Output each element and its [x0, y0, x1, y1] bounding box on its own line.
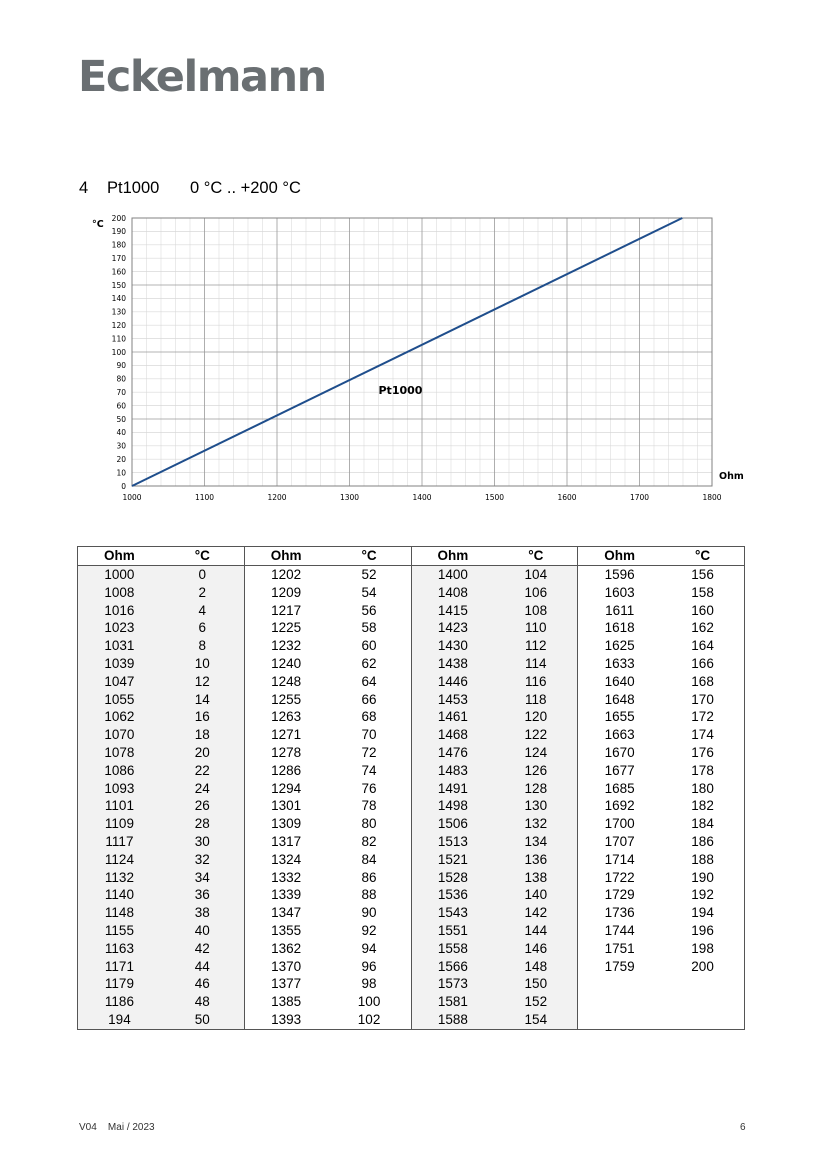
cell-celsius: 160 [691, 602, 714, 618]
cell-ohm: 1670 [578, 744, 661, 762]
cell-celsius: 198 [691, 940, 714, 956]
cell-celsius: 182 [691, 798, 714, 814]
cell-celsius: 174 [691, 727, 714, 743]
cell-ohm: 1700 [578, 815, 661, 833]
cell-celsius: 74 [361, 762, 377, 778]
y-tick-label: 130 [111, 307, 126, 317]
cell-celsius: 24 [161, 780, 244, 798]
table-row [78, 869, 745, 887]
cell-celsius: 142 [494, 904, 577, 922]
x-tick-label: 1100 [194, 493, 215, 502]
y-tick-label: 120 [111, 321, 126, 330]
cell-celsius: 46 [161, 975, 244, 993]
y-tick-label: 200 [111, 213, 126, 223]
footer-date: Mai / 2023 [107, 1122, 155, 1133]
section-range: 0 °C .. +200 °C [190, 179, 301, 197]
cell-celsius: 190 [691, 869, 714, 885]
cell-ohm: 1618 [578, 619, 661, 637]
cell-celsius: 144 [494, 922, 577, 940]
cell-ohm: 1039 [78, 655, 161, 673]
cell-ohm: 1483 [411, 762, 494, 780]
y-tick-label: 30 [116, 441, 126, 451]
cell-ohm: 1186 [78, 993, 161, 1011]
section-sensor: Pt1000 [107, 179, 160, 197]
cell-celsius: 58 [361, 620, 377, 636]
table-row [78, 637, 745, 655]
cell-ohm: 1393 [244, 1011, 327, 1029]
header-celsius: °C [161, 547, 244, 566]
cell-celsius: 186 [691, 833, 714, 849]
cell-celsius: 112 [494, 637, 577, 655]
cell-ohm: 1736 [578, 904, 661, 922]
cell-celsius: 84 [361, 851, 377, 867]
cell-celsius: 110 [494, 619, 577, 637]
cell-celsius: 34 [161, 869, 244, 887]
table-row [78, 708, 745, 726]
cell-celsius: 118 [494, 691, 577, 709]
cell-ohm: 1400 [411, 566, 494, 584]
cell-ohm: 1362 [244, 940, 327, 958]
cell-celsius: 64 [361, 673, 377, 689]
cell-ohm: 1648 [578, 691, 661, 709]
cell-ohm: 1016 [78, 602, 161, 620]
cell-ohm: 1047 [78, 673, 161, 691]
cell-ohm: 1588 [411, 1011, 494, 1029]
cell-celsius: 2 [161, 584, 244, 602]
cell-ohm: 1751 [578, 940, 661, 958]
table-row [78, 744, 745, 762]
table-row [78, 1011, 745, 1029]
x-tick-label: 1800 [702, 493, 722, 502]
cell-celsius: 8 [161, 637, 244, 655]
table-row [78, 780, 745, 798]
cell-ohm: 1468 [411, 726, 494, 744]
y-tick-label: 20 [116, 455, 126, 464]
cell-celsius: 54 [361, 584, 377, 600]
cell-celsius: 72 [361, 744, 377, 760]
cell-celsius: 94 [361, 940, 377, 956]
pt1000-chart [0, 0, 827, 520]
y-tick-label: 150 [111, 280, 126, 290]
cell-celsius: 114 [494, 655, 577, 673]
cell-ohm: 1240 [244, 655, 327, 673]
header-celsius: °C [494, 547, 577, 566]
table-header-row [78, 547, 745, 566]
footer-version-date [79, 1122, 155, 1133]
x-tick-label: 1200 [267, 493, 287, 502]
cell-ohm: 1155 [78, 922, 161, 940]
cell-celsius: 130 [494, 797, 577, 815]
cell-ohm: 1461 [411, 708, 494, 726]
cell-ohm: 1633 [578, 655, 661, 673]
cell-celsius: 128 [494, 780, 577, 798]
cell-celsius: 140 [494, 886, 577, 904]
table-row [78, 655, 745, 673]
table-row [78, 584, 745, 602]
cell-ohm: 1640 [578, 673, 661, 691]
cell-celsius: 14 [161, 691, 244, 709]
cell-celsius: 136 [494, 851, 577, 869]
cell-celsius: 132 [494, 815, 577, 833]
cell-ohm: 1008 [78, 584, 161, 602]
cell-celsius: 88 [361, 887, 377, 903]
cell-celsius: 188 [691, 851, 714, 867]
cell-celsius: 108 [494, 602, 577, 620]
cell-celsius: 106 [494, 584, 577, 602]
section-number: 4 [79, 179, 89, 197]
cell-celsius: 26 [161, 797, 244, 815]
cell-ohm: 1217 [244, 602, 327, 620]
cell-ohm: 1551 [411, 922, 494, 940]
y-tick-label: 40 [116, 428, 126, 438]
cell-ohm: 1603 [578, 584, 661, 602]
cell-celsius: 66 [361, 691, 377, 707]
cell-celsius: 92 [361, 922, 377, 938]
cell-ohm: 1685 [578, 780, 661, 798]
header-ohm: Ohm [411, 547, 494, 566]
table-row [78, 833, 745, 851]
table-row [78, 797, 745, 815]
cell-ohm: 1476 [411, 744, 494, 762]
cell-ohm: 1255 [244, 691, 327, 709]
cell-ohm: 1124 [78, 851, 161, 869]
cell-ohm: 1309 [244, 815, 327, 833]
cell-ohm: 1109 [78, 815, 161, 833]
cell-ohm: 1566 [411, 958, 494, 976]
cell-celsius: 172 [691, 709, 714, 725]
y-tick-label: 80 [116, 374, 126, 384]
series-annotation: Pt1000 [378, 384, 423, 398]
header-celsius: °C [328, 547, 411, 566]
header-ohm: Ohm [244, 547, 327, 566]
cell-ohm: 1536 [411, 886, 494, 904]
cell-ohm: 1093 [78, 780, 161, 798]
cell-ohm: 1000 [78, 566, 161, 584]
y-tick-label: 60 [116, 401, 126, 411]
cell-ohm: 1453 [411, 691, 494, 709]
cell-ohm: 1692 [578, 797, 661, 815]
y-tick-label: 160 [111, 267, 126, 277]
cell-ohm: 1232 [244, 637, 327, 655]
resistance-table [77, 546, 745, 1030]
y-tick-label: 110 [111, 334, 126, 344]
cell-celsius: 196 [691, 922, 714, 938]
cell-celsius: 40 [161, 922, 244, 940]
cell-ohm: 1324 [244, 851, 327, 869]
cell-celsius [661, 993, 744, 1011]
cell-ohm: 1301 [244, 797, 327, 815]
cell-ohm: 1101 [78, 797, 161, 815]
cell-ohm: 1062 [78, 708, 161, 726]
y-tick-label: 0 [121, 481, 126, 491]
header-ohm: Ohm [78, 547, 161, 566]
cell-celsius: 120 [494, 708, 577, 726]
cell-ohm: 1225 [244, 619, 327, 637]
cell-ohm: 1759 [578, 958, 661, 976]
x-tick-label: 1300 [339, 493, 360, 502]
cell-ohm: 1596 [578, 566, 661, 584]
cell-celsius: 50 [161, 1011, 244, 1029]
cell-celsius: 36 [161, 886, 244, 904]
cell-celsius: 12 [161, 673, 244, 691]
cell-celsius: 102 [357, 1011, 381, 1027]
cell-celsius: 10 [161, 655, 244, 673]
y-tick-label: 180 [111, 240, 126, 250]
cell-celsius: 20 [161, 744, 244, 762]
cell-celsius: 116 [494, 673, 577, 691]
cell-celsius: 22 [161, 762, 244, 780]
cell-ohm: 1498 [411, 797, 494, 815]
y-tick-label: 50 [116, 414, 126, 424]
cell-ohm [578, 975, 661, 993]
cell-celsius: 76 [361, 780, 377, 796]
cell-celsius: 96 [361, 958, 377, 974]
cell-celsius: 180 [691, 780, 714, 796]
cell-celsius: 60 [361, 638, 377, 654]
cell-ohm: 1491 [411, 780, 494, 798]
cell-celsius: 18 [161, 726, 244, 744]
cell-celsius: 98 [361, 976, 377, 992]
cell-ohm: 1332 [244, 869, 327, 887]
cell-ohm: 1023 [78, 619, 161, 637]
cell-ohm: 1271 [244, 726, 327, 744]
cell-ohm: 1385 [244, 993, 327, 1011]
cell-ohm [578, 1011, 661, 1029]
cell-celsius: 16 [161, 708, 244, 726]
header-ohm: Ohm [578, 547, 661, 566]
cell-ohm: 1209 [244, 584, 327, 602]
cell-celsius: 38 [161, 904, 244, 922]
y-tick-label: 10 [116, 468, 126, 478]
cell-celsius: 52 [361, 567, 377, 582]
cell-ohm: 1423 [411, 619, 494, 637]
x-axis-label: Ohm [719, 471, 744, 482]
y-tick-label: 170 [111, 254, 126, 263]
cell-ohm: 1278 [244, 744, 327, 762]
cell-ohm: 1286 [244, 762, 327, 780]
table-row [78, 762, 745, 780]
cell-celsius: 162 [691, 620, 714, 636]
table-row [78, 815, 745, 833]
cell-ohm: 1202 [244, 566, 327, 584]
cell-celsius: 86 [361, 869, 377, 885]
cell-ohm: 1573 [411, 975, 494, 993]
table-row [78, 886, 745, 904]
cell-celsius: 150 [494, 975, 577, 993]
cell-celsius: 170 [691, 691, 714, 707]
cell-ohm: 1370 [244, 958, 327, 976]
x-tick-label: 1000 [122, 493, 142, 502]
cell-ohm: 1055 [78, 691, 161, 709]
table-body [78, 566, 745, 1030]
x-tick-label: 1600 [557, 493, 577, 502]
cell-celsius: 194 [691, 905, 714, 921]
cell-ohm [578, 993, 661, 1011]
table-row [78, 619, 745, 637]
cell-ohm: 1294 [244, 780, 327, 798]
cell-ohm: 1339 [244, 886, 327, 904]
cell-celsius: 70 [361, 727, 377, 743]
cell-celsius: 166 [691, 655, 714, 671]
cell-ohm: 1438 [411, 655, 494, 673]
table-row [78, 726, 745, 744]
table-row [78, 940, 745, 958]
cell-ohm: 1171 [78, 958, 161, 976]
cell-celsius: 184 [691, 816, 714, 832]
table-row [78, 602, 745, 620]
table-row [78, 993, 745, 1011]
cell-celsius: 168 [691, 673, 714, 689]
cell-ohm: 1744 [578, 922, 661, 940]
cell-ohm: 1655 [578, 708, 661, 726]
cell-ohm: 1446 [411, 673, 494, 691]
cell-celsius: 30 [161, 833, 244, 851]
cell-celsius: 68 [361, 709, 377, 725]
table-row [78, 922, 745, 940]
table-row [78, 904, 745, 922]
cell-celsius: 78 [361, 798, 377, 814]
x-tick-label: 1700 [629, 493, 650, 502]
cell-celsius: 6 [161, 619, 244, 637]
cell-celsius: 152 [494, 993, 577, 1011]
table-row [78, 673, 745, 691]
table-row [78, 975, 745, 993]
cell-ohm: 1078 [78, 744, 161, 762]
cell-ohm: 1528 [411, 869, 494, 887]
cell-ohm: 1625 [578, 637, 661, 655]
cell-ohm: 1248 [244, 673, 327, 691]
cell-ohm: 1611 [578, 602, 661, 620]
cell-ohm: 1729 [578, 886, 661, 904]
cell-ohm: 1132 [78, 869, 161, 887]
y-tick-label: 140 [111, 294, 126, 304]
x-tick-label: 1500 [484, 493, 505, 502]
cell-ohm: 1117 [78, 833, 161, 851]
cell-ohm: 1148 [78, 904, 161, 922]
cell-ohm: 1722 [578, 869, 661, 887]
cell-ohm: 1521 [411, 851, 494, 869]
cell-ohm: 1086 [78, 762, 161, 780]
cell-celsius: 28 [161, 815, 244, 833]
cell-ohm: 1415 [411, 602, 494, 620]
y-tick-label: 70 [116, 388, 126, 397]
cell-celsius: 176 [691, 744, 714, 760]
cell-celsius: 146 [494, 940, 577, 958]
cell-ohm: 1317 [244, 833, 327, 851]
cell-celsius: 158 [691, 584, 714, 600]
cell-ohm: 1408 [411, 584, 494, 602]
cell-ohm: 1179 [78, 975, 161, 993]
cell-ohm: 1163 [78, 940, 161, 958]
cell-celsius: 32 [161, 851, 244, 869]
y-axis-label: °C [92, 219, 104, 230]
cell-celsius: 42 [161, 940, 244, 958]
cell-ohm: 1263 [244, 708, 327, 726]
cell-ohm: 1140 [78, 886, 161, 904]
cell-celsius: 82 [361, 833, 377, 849]
y-tick-label: 90 [116, 361, 126, 371]
cell-celsius: 56 [361, 602, 377, 618]
cell-ohm: 1377 [244, 975, 327, 993]
table-row [78, 958, 745, 976]
x-tick-label: 1400 [412, 493, 432, 502]
cell-celsius: 44 [161, 958, 244, 976]
cell-celsius: 100 [357, 994, 381, 1010]
cell-celsius: 178 [691, 762, 714, 778]
cell-celsius: 104 [494, 566, 577, 584]
cell-ohm: 1677 [578, 762, 661, 780]
cell-ohm: 194 [78, 1011, 161, 1029]
cell-ohm: 1355 [244, 922, 327, 940]
cell-ohm: 1347 [244, 904, 327, 922]
cell-celsius: 164 [691, 638, 714, 654]
header-celsius: °C [661, 547, 744, 566]
cell-celsius: 134 [494, 833, 577, 851]
page-number: 6 [740, 1122, 746, 1133]
cell-celsius: 4 [161, 602, 244, 620]
cell-ohm: 1581 [411, 993, 494, 1011]
cell-celsius: 90 [361, 905, 377, 921]
footer-version: V04 [79, 1122, 97, 1133]
cell-celsius: 200 [691, 958, 714, 974]
cell-celsius: 154 [494, 1011, 577, 1029]
cell-ohm: 1513 [411, 833, 494, 851]
eckelmann-logo: Eckelmann [78, 52, 326, 102]
cell-ohm: 1430 [411, 637, 494, 655]
cell-celsius: 126 [494, 762, 577, 780]
cell-celsius: 124 [494, 744, 577, 762]
cell-celsius [661, 975, 744, 993]
cell-celsius: 122 [494, 726, 577, 744]
cell-celsius: 62 [361, 655, 377, 671]
cell-celsius [661, 1011, 744, 1029]
table-row [78, 851, 745, 869]
cell-ohm: 1506 [411, 815, 494, 833]
table-row [78, 691, 745, 709]
cell-celsius: 138 [494, 869, 577, 887]
cell-ohm: 1707 [578, 833, 661, 851]
cell-celsius: 48 [161, 993, 244, 1011]
cell-celsius: 156 [691, 567, 714, 582]
cell-celsius: 80 [361, 816, 377, 832]
cell-ohm: 1070 [78, 726, 161, 744]
table-row [78, 566, 745, 584]
cell-celsius: 192 [691, 887, 714, 903]
cell-celsius: 0 [161, 566, 244, 584]
y-tick-label: 100 [111, 347, 126, 357]
cell-ohm: 1543 [411, 904, 494, 922]
cell-ohm: 1714 [578, 851, 661, 869]
cell-ohm: 1663 [578, 726, 661, 744]
y-tick-label: 190 [111, 227, 126, 237]
cell-ohm: 1558 [411, 940, 494, 958]
cell-celsius: 148 [494, 958, 577, 976]
cell-ohm: 1031 [78, 637, 161, 655]
